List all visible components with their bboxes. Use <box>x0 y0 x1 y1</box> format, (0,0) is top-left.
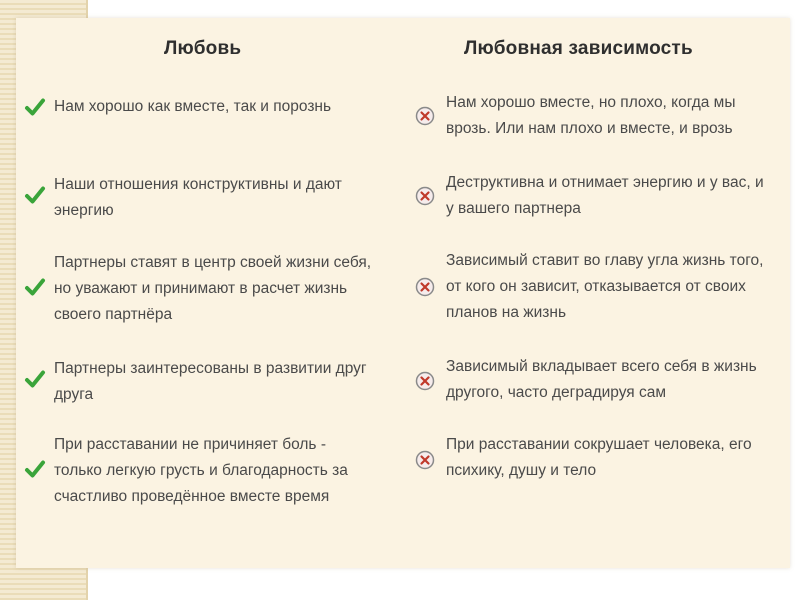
cross-icon <box>414 449 436 471</box>
love-item-text: При расставании не причиняет боль - только легкую грусть и благодарность за счастливо проведённое вместе время <box>54 436 348 505</box>
dependency-item-text: Нам хорошо вместе, но плохо, когда мы врозь. Или нам плохо и вместе, и врозь <box>446 94 736 137</box>
cross-icon <box>414 370 436 392</box>
cross-icon <box>414 276 436 298</box>
comparison-panel <box>16 18 790 568</box>
dependency-item-text: Зависимый вкладывает всего себя в жизнь другого, часто деградируя сам <box>446 358 757 401</box>
dependency-item-text: Зависимый ставит во главу угла жизнь того, от кого он зависит, отказывается от своих планов на жизнь <box>446 252 764 321</box>
cross-icon <box>414 185 436 207</box>
check-icon <box>24 184 46 206</box>
dependency-item-text: Деструктивна и отнимает энергию и у вас, и у вашего партнера <box>446 174 764 217</box>
check-icon <box>24 96 46 118</box>
love-column-title: Любовь <box>164 38 242 59</box>
love-item-text: Партнеры ставят в центр своей жизни себя, но уважают и принимают в расчет жизнь своего партнёра <box>54 254 372 323</box>
cross-icon <box>414 105 436 127</box>
dependency-item-text: При расставании сокрушает человека, его психику, душу и тело <box>446 436 752 479</box>
check-icon <box>24 276 46 298</box>
check-icon <box>24 368 46 390</box>
love-item-text: Партнеры заинтересованы в развитии друг друга <box>54 360 367 403</box>
dependency-column-title: Любовная зависимость <box>464 38 693 59</box>
love-item-text: Наши отношения конструктивны и дают энергию <box>54 176 342 219</box>
love-item-text: Нам хорошо как вместе, так и порознь <box>54 98 332 115</box>
check-icon <box>24 458 46 480</box>
